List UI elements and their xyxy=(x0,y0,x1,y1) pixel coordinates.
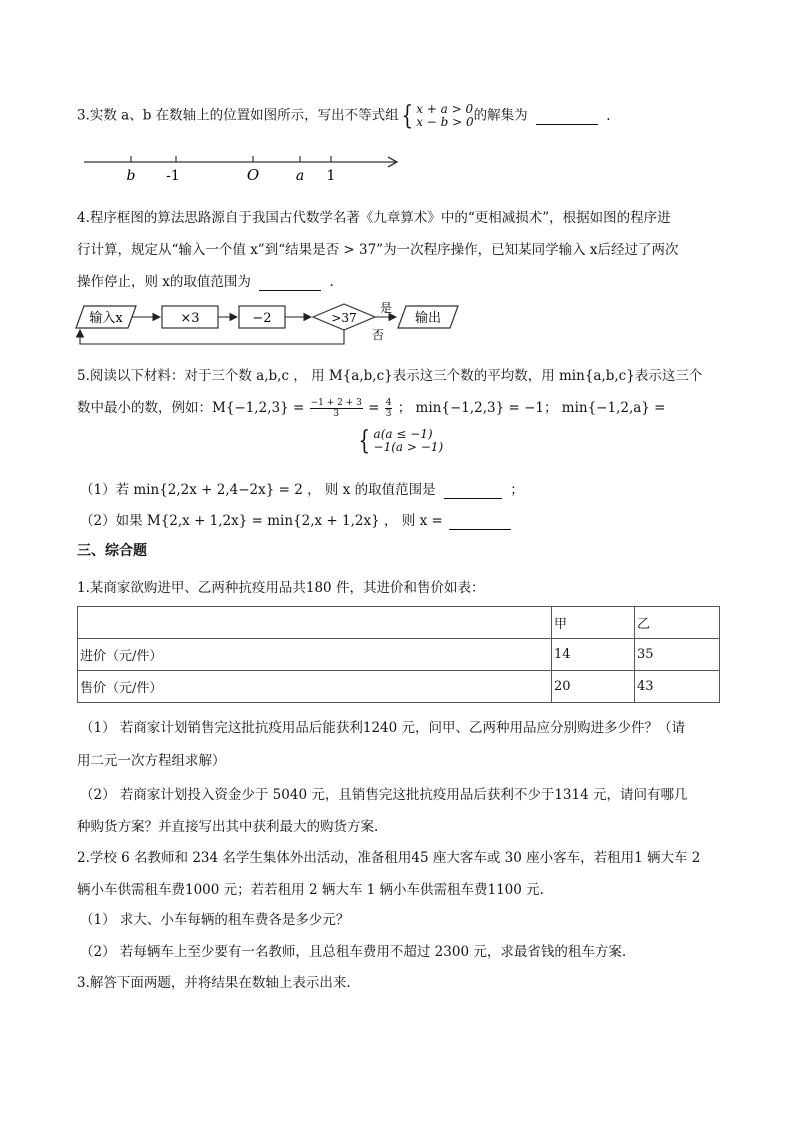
q5-sub-2-blank[interactable] xyxy=(449,513,511,530)
q5-sub-2 xyxy=(80,509,511,530)
q3-number-line xyxy=(82,152,412,184)
q5-case-2: −1(a > −1) xyxy=(373,440,444,454)
q3-text-before: 3.实数 a、b 在数轴上的位置如图所示，写出不等式组 xyxy=(77,107,399,124)
q3-period: . xyxy=(606,107,611,124)
q5-sub-1-text: （1）若 min{2,2x + 2,4−2x} = 2 ， 则 x 的取值范围是 xyxy=(80,482,436,498)
q5-frac2-denominator: 3 xyxy=(385,409,392,419)
p2-q1: （1） 求大、小车每辆的租车费各是多少元？ xyxy=(80,912,350,928)
table-header-cell: 甲 xyxy=(552,607,635,639)
p2-line-1: 2.学校 6 名教师和 234 名学生集体外出活动，准备租用45 座大客车或 30 座小客车，若租用1 辆大车 2 xyxy=(77,850,701,866)
q5-frac-numerator: −1 + 2 + 3 xyxy=(310,398,362,408)
q5-fraction-mean xyxy=(310,398,363,419)
p1-q2-line-1: （2） 若商家计划投入资金少于 5040 元，且销售完这批抗疫用品后获利不少于1314 元，请问有哪几 xyxy=(80,787,688,803)
p1-q1-line-2: 用二元一次方程组求解） xyxy=(77,753,226,769)
q4-flowchart xyxy=(74,300,474,348)
flow-times3-label: ×3 xyxy=(180,311,200,326)
q5-sub-1 xyxy=(80,478,524,499)
q5-sub-2-text: （2）如果 M{2,x + 1,2x} = min{2,x + 1,2x} ， 则 x = xyxy=(80,513,448,529)
table-header-row xyxy=(78,607,720,639)
q5-sub-1-end: ； xyxy=(510,482,524,498)
q5-line-2-start: 数中最小的数，例如：M{−1,2,3} = xyxy=(77,400,305,416)
flow-no-label: 否 xyxy=(372,328,385,342)
q3-text-after: 的解集为 xyxy=(473,107,528,124)
numberline-label-one: 1 xyxy=(326,168,336,184)
q5-line-2 xyxy=(77,396,666,419)
p1-q2-line-2: 种购货方案？并直接写出其中获利最大的购货方案. xyxy=(77,819,379,835)
table-header-cell: 乙 xyxy=(635,607,720,639)
q5-line-2-rest: ； min{−1,2,3} = −1； min{−1,2,a} = xyxy=(397,400,666,416)
p2-q2: （2） 若每辆车上至少要有一名教师，且总租车费用不超过 2300 元，求最省钱的租车方案. xyxy=(80,944,627,960)
q3-ineq-1: x + a > 0 xyxy=(416,102,474,116)
q4-line-3-text: 操作停止，则 x的取值范围为 xyxy=(77,274,251,290)
flow-input-label: 输入x xyxy=(89,311,123,326)
q4-line-1: 4.程序框图的算法思路源自于我国古代数学名著《九章算术》中的“更相减损术”，根据如图的程序进 xyxy=(77,210,671,226)
table-row xyxy=(78,639,720,671)
numberline-label-origin: O xyxy=(246,166,260,184)
table-header-cell xyxy=(78,607,552,639)
q5-line-1: 5.阅读以下材料：对于三个数 a,b,c ， 用 M{a,b,c}表示这三个数的平均数，用 min{a,b,c}表示这三个 xyxy=(77,368,703,384)
numberline-label-b: b xyxy=(126,168,136,184)
table-cell: 进价（元/件） xyxy=(78,639,552,671)
p3-line-1: 3.解答下面两题，并将结果在数轴上表示出来. xyxy=(77,975,351,991)
q4-answer-blank[interactable] xyxy=(259,274,321,291)
table-cell: 43 xyxy=(635,671,720,703)
q4-line-3 xyxy=(77,270,334,291)
q3-inequality-system: { x + a > 0 x − b > 0 xyxy=(401,101,474,131)
section-3-title: 三、综合题 xyxy=(77,543,147,559)
flow-minus2-label: −2 xyxy=(252,311,272,326)
numberline-label-neg1: -1 xyxy=(166,168,180,184)
table-cell: 售价（元/件） xyxy=(78,671,552,703)
q5-piecewise: { a(a ≤ −1) −1(a > −1) xyxy=(358,426,444,456)
table-cell: 14 xyxy=(552,639,635,671)
q4-line-2: 行计算，规定从“输入一个值 x”到“结果是否 > 37”为一次程序操作，已知某同学输入 x后经过了两次 xyxy=(77,242,679,258)
q3-line xyxy=(77,103,611,129)
p1-intro: 1.某商家欲购进甲、乙两种抗疫用品共180 件，其进价和售价如表： xyxy=(77,580,485,596)
flow-decision-label: >37 xyxy=(331,311,357,325)
q5-fraction-result xyxy=(385,398,393,419)
flow-output-label: 输出 xyxy=(414,311,442,326)
flow-yes-label: 是 xyxy=(380,301,393,315)
q5-frac2-numerator: 4 xyxy=(385,398,392,408)
q5-case-1: a(a ≤ −1) xyxy=(373,427,433,441)
p1-q1-line-1: （1） 若商家计划销售完这批抗疫用品后能获利1240 元，问甲、乙两种用品应分别购进多少件？（请 xyxy=(80,720,686,736)
q5-frac-denominator: 3 xyxy=(333,409,340,419)
price-table xyxy=(77,606,720,703)
q5-sub-1-blank[interactable] xyxy=(444,482,502,499)
numberline-label-a: a xyxy=(295,168,305,184)
p2-line-2: 辆小车供需租车费1000 元；若若租用 2 辆大车 1 辆小车供需租车费1100 元. xyxy=(77,882,544,898)
q4-period: . xyxy=(329,274,334,290)
table-cell: 35 xyxy=(635,639,720,671)
q3-ineq-2: x − b > 0 xyxy=(416,115,474,129)
q3-answer-blank[interactable] xyxy=(536,108,598,125)
table-cell: 20 xyxy=(552,671,635,703)
q5-equals: = xyxy=(368,400,380,416)
table-row xyxy=(78,671,720,703)
